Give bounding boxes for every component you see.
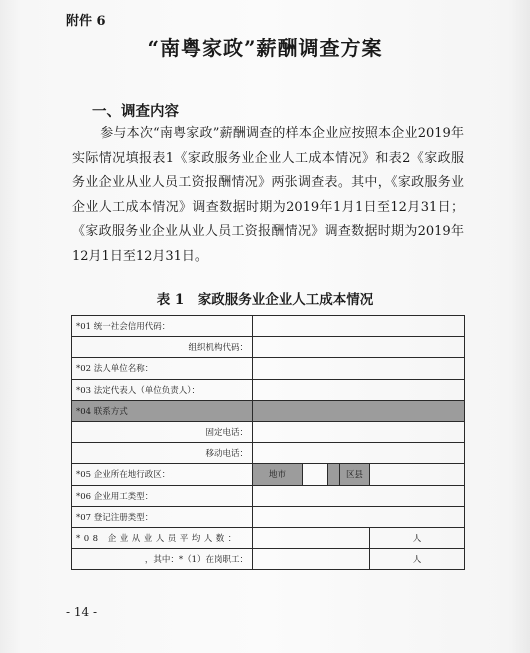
row-label: *02 法人单位名称： xyxy=(72,358,253,379)
labor-cost-table xyxy=(71,315,465,570)
row-label: 组织机构代码： xyxy=(72,337,253,358)
row-label: 移动电话： xyxy=(72,443,253,464)
table-row xyxy=(72,421,465,442)
shaded-cell xyxy=(253,400,465,421)
table-row xyxy=(72,464,465,485)
row-label: *05 企业所在地行政区： xyxy=(72,464,253,485)
row-label: 固定电话： xyxy=(72,421,253,442)
input-cell[interactable] xyxy=(253,421,465,442)
section-heading: 一、调查内容 xyxy=(92,103,179,120)
table-row xyxy=(72,443,465,464)
input-cell[interactable] xyxy=(253,337,465,358)
county-label: 区县 xyxy=(340,464,370,485)
row-label: *04 联系方式 xyxy=(72,400,253,421)
input-cell[interactable] xyxy=(253,485,465,506)
table-title: 表 1 家政服务业企业人工成本情况 xyxy=(156,292,374,308)
table-row xyxy=(72,549,465,570)
row-label: *07 登记注册类型： xyxy=(72,506,253,527)
section-body xyxy=(72,122,464,269)
table-row xyxy=(72,400,465,421)
input-cell[interactable] xyxy=(253,527,370,548)
table-row xyxy=(72,337,465,358)
attachment-label: 附件 6 xyxy=(66,14,106,29)
city-label: 地市 xyxy=(253,464,303,485)
document-title: “南粤家政”薪酬调查方案 xyxy=(147,36,383,60)
shaded-cell xyxy=(328,464,340,485)
input-cell[interactable] xyxy=(253,358,465,379)
table-row xyxy=(72,485,465,506)
input-cell[interactable] xyxy=(253,316,465,337)
section-body-text: 参与本次“南粤家政”薪酬调查的样本企业应按照本企业2019年实际情况填报表1《家政服务业企业人工成本情况》和表2《家政服务业企业从业人员工资报酬情况》两张调查表。其中，《家政服务业企业人工成本情况》调查数据时期为2019年1月1日至12月31日；《家政服务业企业从业人员工资报酬情况》调查数据时期为2019年12月1日至12月31日。 xyxy=(72,126,464,264)
unit-label: 人 xyxy=(370,527,465,548)
row-label: *01 统一社会信用代码： xyxy=(72,316,253,337)
page-number: - 14 - xyxy=(66,605,98,619)
table-row xyxy=(72,316,465,337)
table-row xyxy=(72,379,465,400)
table-row xyxy=(72,527,465,548)
unit-label: 人 xyxy=(370,549,465,570)
city-input[interactable] xyxy=(303,464,328,485)
input-cell[interactable] xyxy=(253,443,465,464)
row-label: ，其中：*（1）在岗职工： xyxy=(72,549,253,570)
row-label: *06 企业用工类型： xyxy=(72,485,253,506)
input-cell[interactable] xyxy=(253,506,465,527)
input-cell[interactable] xyxy=(253,549,370,570)
county-input[interactable] xyxy=(370,464,465,485)
table-row xyxy=(72,506,465,527)
input-cell[interactable] xyxy=(253,379,465,400)
row-label: *08 企业从业人员平均人数： xyxy=(72,527,253,548)
table-row xyxy=(72,358,465,379)
row-label: *03 法定代表人（单位负责人）： xyxy=(72,379,253,400)
